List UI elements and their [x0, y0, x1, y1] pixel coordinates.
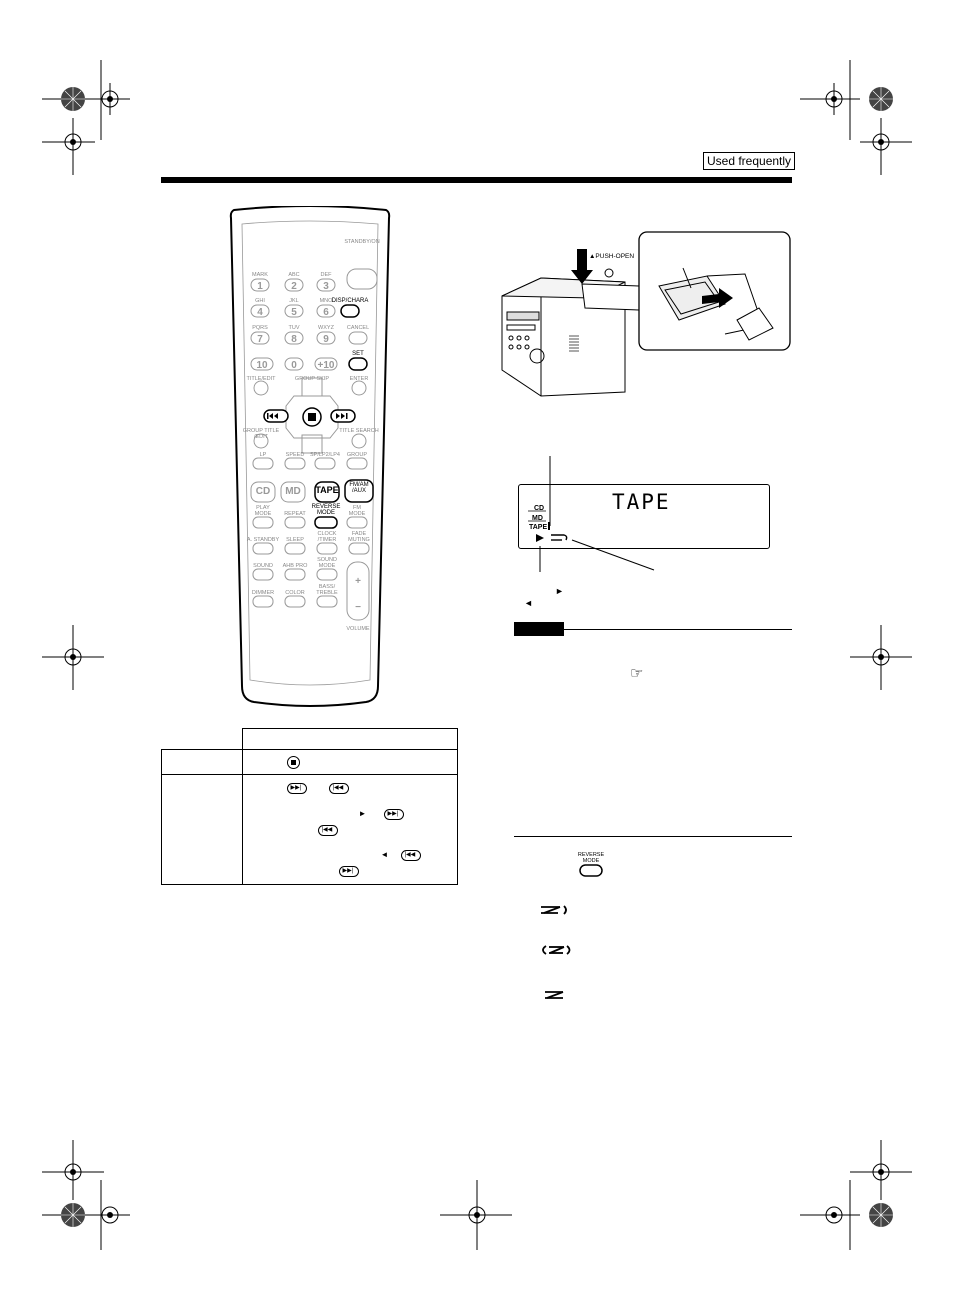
svg-text:MODE: MODE — [318, 563, 336, 569]
svg-text:LP: LP — [259, 452, 267, 458]
back-skip-icon-3: |◀◀ — [401, 850, 421, 861]
svg-text:FM/AM: FM/AM — [349, 482, 369, 488]
lcd-indicators — [500, 456, 670, 574]
lcd-source-tape: TAPE — [529, 524, 548, 531]
svg-text:STANDBY/ON: STANDBY/ON — [344, 239, 380, 245]
svg-text:MARK: MARK — [252, 272, 268, 278]
section-separator — [514, 836, 792, 837]
operations-table — [161, 728, 458, 885]
remote-buttons — [228, 206, 392, 708]
svg-text:A. STANDBY: A. STANDBY — [246, 537, 280, 543]
svg-text:3: 3 — [323, 281, 329, 292]
svg-text:4: 4 — [257, 307, 263, 318]
svg-text:2: 2 — [291, 281, 297, 292]
svg-text:6: 6 — [323, 307, 329, 318]
fwd-skip-icon: ▶▶| — [287, 783, 307, 794]
svg-text:SOUND: SOUND — [317, 557, 337, 563]
play-fwd-arrow-icon: ► — [358, 809, 367, 818]
svg-text:MD: MD — [285, 486, 301, 497]
svg-text:JKL: JKL — [289, 298, 299, 304]
notes-heading-bar — [514, 622, 564, 636]
svg-text:1: 1 — [257, 281, 263, 292]
svg-text:DIMMER: DIMMER — [251, 590, 275, 596]
stop-button-icon — [287, 756, 300, 769]
fwd-skip-icon-3: ▶▶| — [339, 866, 359, 877]
svg-text:REVERSE: REVERSE — [311, 504, 341, 510]
svg-text:DISP/CHARA: DISP/CHARA — [331, 298, 369, 304]
svg-text:/EDIT: /EDIT — [253, 434, 269, 440]
svg-text:REPEAT: REPEAT — [284, 511, 306, 517]
svg-text:CANCEL: CANCEL — [346, 325, 370, 331]
reverse-both-sides-icon — [543, 988, 567, 1002]
fwd-arrow-icon: ► — [555, 586, 564, 596]
svg-text:CD: CD — [255, 486, 271, 497]
reverse-one-way-icon — [538, 903, 572, 917]
back-skip-icon-2: |◀◀ — [318, 825, 338, 836]
svg-text:WXYZ: WXYZ — [318, 325, 334, 331]
svg-text:GHI: GHI — [255, 298, 265, 304]
svg-text:BASS/: BASS/ — [318, 584, 336, 590]
table-header-blank — [162, 729, 243, 750]
svg-text:+10: +10 — [317, 360, 335, 371]
table-row-stop — [242, 750, 458, 775]
used-frequently-tag: Used frequently — [703, 152, 795, 170]
svg-text:CLOCK: CLOCK — [317, 531, 337, 537]
svg-text:VOLUME: VOLUME — [346, 626, 370, 632]
rev-arrow-icon: ◄ — [524, 598, 533, 608]
svg-text:5: 5 — [291, 307, 297, 318]
svg-text:SOUND: SOUND — [253, 563, 273, 569]
back-skip-icon: |◀◀ — [329, 783, 349, 794]
pointing-hand-icon: ☞ — [630, 665, 644, 682]
svg-text:MODE: MODE — [582, 858, 600, 864]
lcd-tape-text: TAPE — [612, 490, 671, 514]
svg-text:/TIMER: /TIMER — [317, 537, 337, 543]
svg-text:MNO: MNO — [319, 298, 333, 304]
svg-text:7: 7 — [257, 334, 263, 345]
svg-text:−: − — [355, 602, 361, 613]
lcd-source-cd: CD — [534, 505, 545, 512]
svg-text:COLOR: COLOR — [285, 590, 305, 596]
lcd-reverse-icon — [551, 535, 567, 540]
svg-text:+: + — [355, 576, 361, 587]
svg-text:MODE: MODE — [317, 510, 335, 516]
push-open-label: ▲PUSH-OPEN — [589, 253, 635, 260]
unit-illustration — [497, 230, 793, 402]
svg-text:TAPE: TAPE — [315, 485, 339, 495]
table-row-skip — [242, 775, 458, 885]
svg-text:DEF: DEF — [320, 272, 332, 278]
svg-text:0: 0 — [291, 360, 297, 371]
reverse-loop-icon — [536, 943, 572, 957]
svg-text:10: 10 — [256, 360, 268, 371]
svg-text:TREBLE: TREBLE — [316, 590, 338, 596]
svg-text:SET: SET — [352, 351, 364, 357]
svg-text:AHB PRO: AHB PRO — [282, 563, 308, 569]
svg-text:PLAY: PLAY — [256, 505, 270, 511]
svg-text:REVERSE: REVERSE — [577, 852, 605, 858]
svg-text:TUV: TUV — [288, 325, 300, 331]
svg-text:SPEED: SPEED — [285, 452, 305, 458]
table-row-skip-label — [162, 775, 243, 885]
svg-text:FM: FM — [353, 505, 361, 511]
notes-rule — [564, 629, 792, 630]
svg-text:MODE: MODE — [254, 511, 272, 517]
svg-text:9: 9 — [323, 334, 329, 345]
svg-text:SP/LP2/LP4: SP/LP2/LP4 — [310, 452, 340, 458]
svg-text:ENTER: ENTER — [349, 376, 369, 382]
svg-text:PQRS: PQRS — [252, 325, 268, 331]
svg-text:MODE: MODE — [348, 511, 366, 517]
reverse-mode-button — [576, 851, 606, 879]
header-rule — [161, 177, 792, 183]
svg-text:TITLE/EDIT: TITLE/EDIT — [246, 376, 276, 382]
svg-text:/AUX: /AUX — [351, 488, 367, 494]
svg-text:SLEEP: SLEEP — [286, 537, 304, 543]
svg-text:GROUP SKIP: GROUP SKIP — [294, 376, 330, 382]
lcd-source-md: MD — [532, 515, 543, 522]
svg-text:GROUP: GROUP — [346, 452, 368, 458]
svg-text:TITLE SEARCH: TITLE SEARCH — [339, 428, 379, 434]
table-header-cell — [242, 729, 458, 750]
svg-text:8: 8 — [291, 334, 297, 345]
svg-text:ABC: ABC — [288, 272, 300, 278]
fwd-skip-icon-2: ▶▶| — [384, 809, 404, 820]
lcd-play-arrow-icon — [536, 534, 544, 542]
svg-text:GROUP TITLE: GROUP TITLE — [242, 428, 280, 434]
svg-text:FADE: FADE — [351, 531, 367, 537]
play-rev-arrow-icon: ◄ — [380, 850, 389, 859]
svg-text:MUTING: MUTING — [348, 537, 370, 543]
table-row-stop-label — [162, 750, 243, 775]
